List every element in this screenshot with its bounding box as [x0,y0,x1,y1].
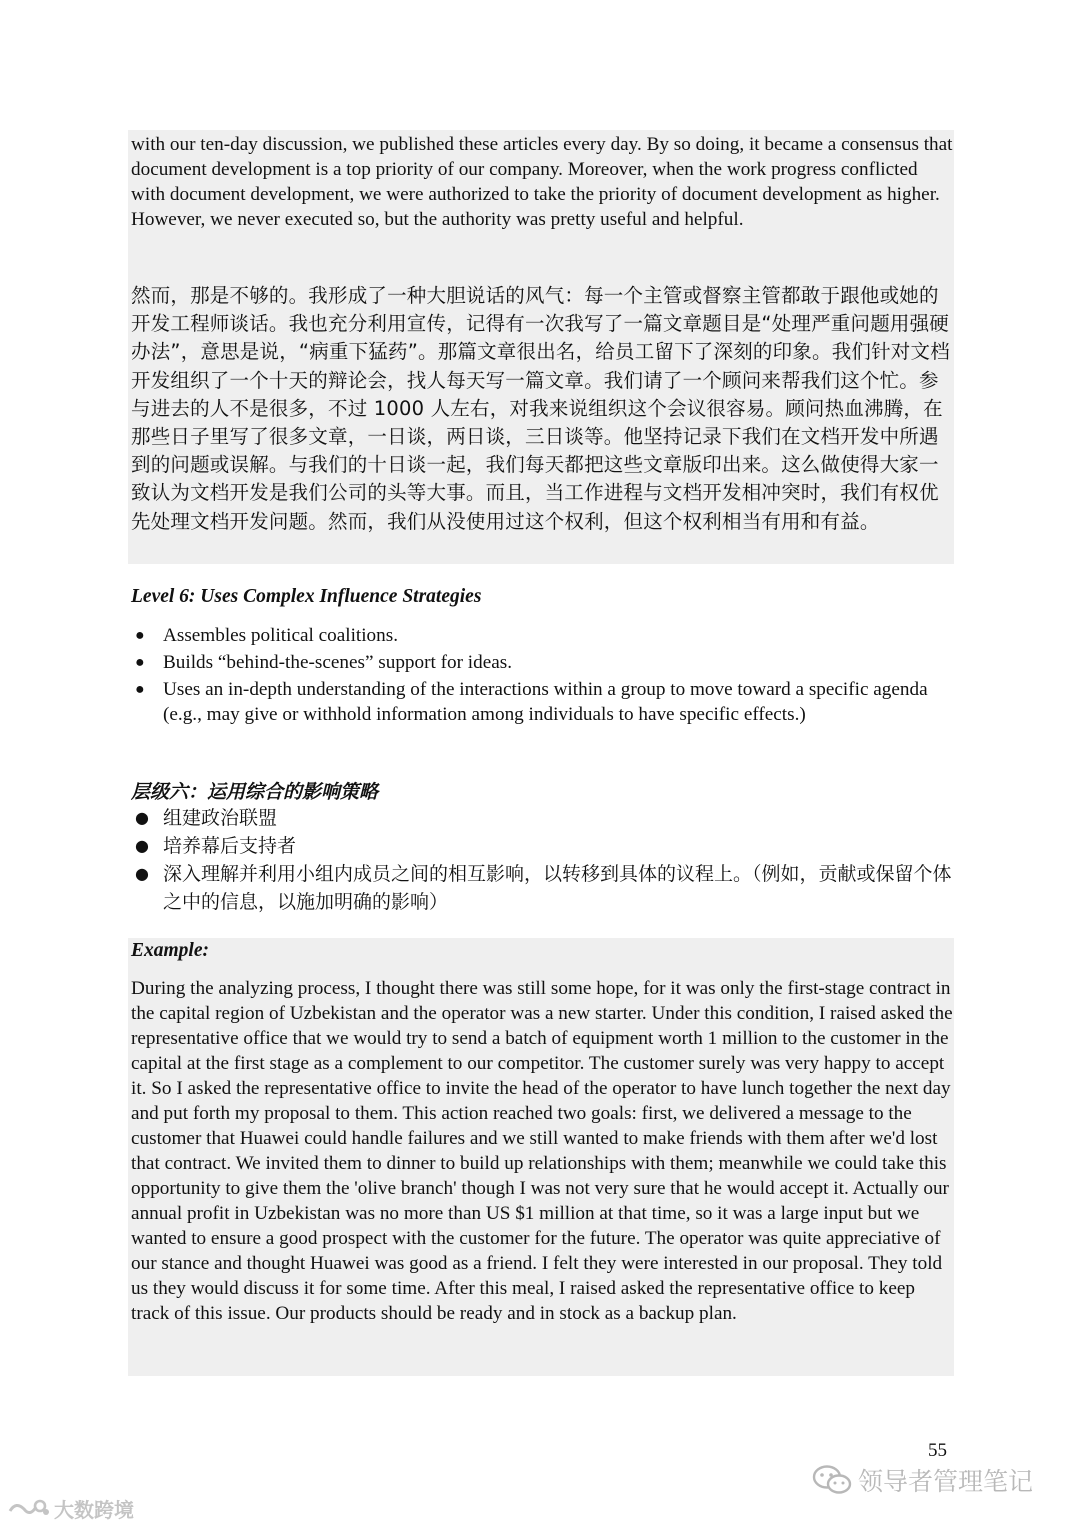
example-paragraph: During the analyzing process, I thought there was still some hope, for it was only the first-stage contract in the capital region of Uzbekistan and the operator was a new starter. Under this condition, I raised asked the representative office that we would try to send a batch of equipment worth 1 million to the customer in the capital at the first stage as a complement to our competitor. The customer surely was very happy to accept it. So I asked the representative office to invite the head of the operator to have lunch together the next day and put forth my proposal to them. This action reached two goals: first, we delivered a message to the customer that Huawei could handle failures and we still wanted to make friends with them after we'd lost that contract. We invited them to dinner to build up relationships with them; meanwhile we could take this opportunity to give them the 'olive branch' though I was not very sure that he would accept it. Actually our annual profit in Uzbekistan was no more than US $1 million at that time, so it was a large input but we wanted to ensure a good prospect with the customer for the future. The operator was quite appreciative of our stance and thought Huawei was good as a friend. I felt they were interested in our proposal. They told us they would discuss it for some time. After this meal, I raised asked the representative office to keep track of this issue. Our products should be ready and in stock as a backup plan. [131,978,953,1324]
list-item: ● 组建政治联盟 [131,804,953,832]
level6-heading-zh: 层级六：运用综合的影响策略 [131,781,379,803]
bullet-icon: ● [135,864,149,883]
page-number: 55 [928,1440,947,1461]
watermark-right-text: 领导者管理笔记 [858,1467,1034,1496]
list-item: ● 深入理解并利用小组内成员之间的相互影响，以转移到具体的议程上。（例如，贡献或保留个体之中的信息，以施加明确的影响） [131,860,953,916]
list-item: ● Assembles political coalitions. [135,625,399,646]
level6-bullet-list-zh [131,804,953,916]
watermark-left [6,1494,134,1523]
bullet-icon: ● [135,836,149,855]
list-item: ● 培养幕后支持者 [131,832,953,860]
level6-heading-en: Level 6: Uses Complex Influence Strategies [131,586,482,607]
brand-logo-icon [6,1497,50,1521]
bullet-icon: ● [135,808,149,827]
watermark-right [812,1462,1033,1498]
top-paragraph-zh: 然而，那是不够的。我形成了一种大胆说话的风气：每一个主管或督察主管都敢于跟他或她的开发工程师谈话。我也充分利用宣传，记得有一次我写了一篇文章题目是“处理严重问题用强硬办法”，意思是说，“病重下猛药”。那篇文章很出名，给员工留下了深刻的印象。我们针对文档开发组织了一个十天的辩论会，找人每天写一篇文章。我们请了一个顾问来帮我们这个忙。参与进去的人不是很多，不过 1000 人左右，对我来说组织这个会议很容易。顾问热血沸腾，在那些日子里写了很多文章，一日谈，两日谈，三日谈等。他坚持记录下我们在文档开发中所遇到的问题或误解。与我们的十日谈一起，我们每天都把这些文章版印出来。这么做使得大家一致认为文档开发是我们公司的头等大事。而且，当工作进程与文档开发相冲突时，我们有权优先处理文档开发问题。然而，我们从没使用过这个权利，但这个权利相当有用和有益。 [131,284,950,533]
list-item: ● Builds “behind-the-scenes” support for ideas. [135,652,513,673]
wechat-icon [812,1464,852,1496]
bullet-icon: ● [135,681,145,698]
list-item: ● Uses an in-depth understanding of the interactions within a group to move toward a specific agenda (e.g., may give or withhold information among individuals to have specific effects.) [135,679,928,725]
watermark-left-text: 大数跨境 [54,1498,134,1522]
example-label: Example: [131,940,209,961]
bullet-icon: ● [135,654,145,671]
bullet-icon: ● [135,627,145,644]
top-paragraph-en: with our ten-day discussion, we published these articles every day. By so doing, it became a consensus that document development is a top priority of our company. Moreover, when the work progress conflicted with document development, we were authorized to take the priority of document development as higher. However, we never executed so, but the authority was pretty useful and helpful. [131,134,953,230]
level6-bullet-list-en [131,623,953,727]
